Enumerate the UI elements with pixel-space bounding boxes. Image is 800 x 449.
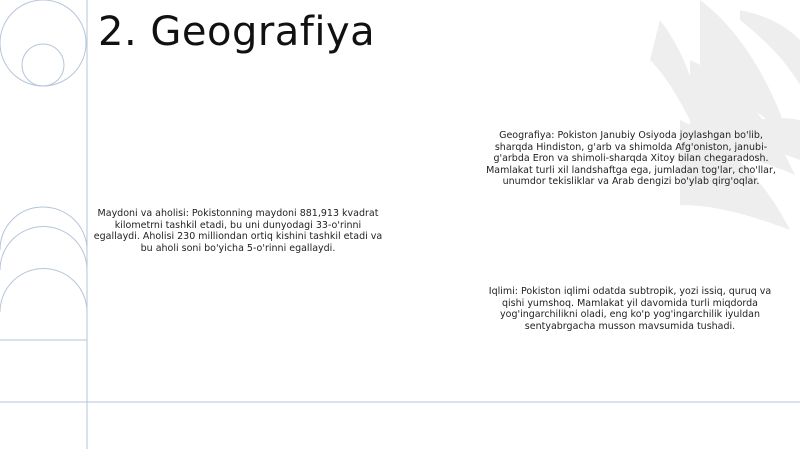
leaf-watermark [650,0,800,230]
deco-circle-small [22,44,64,86]
climate-paragraph: Iqlimi: Pokiston iqlimi odatda subtropik, yozi issiq, quruq va qishi yumshoq. Mamlakat yil davomida turli miqdorda yog'ingarchilikni oladi, eng ko'p yog'ingarchilik iyuldan sentyabrgacha musson mavsumida tushadi. [488,286,772,332]
geography-paragraph: Geografiya: Pokiston Janubiy Osiyoda joylashgan bo'lib, sharqda Hindiston, g'arb va shimolda Afg'oniston, janubi-g'arbda Eron va shimoli-sharqda Xitoy bilan chegaradosh. Mamlakat turli xil landshaftga ega, jumladan tog'lar, cho'llar, unumdor tekisliklar va Arab dengizi bo'ylab qirg'oqlar. [486,130,776,187]
deco-arch-upper [0,226,87,270]
deco-circle-large [0,0,86,86]
area-population-paragraph: Maydoni va aholisi: Pokistonning maydoni 881,913 kvadrat kilometrni tashkil etadi, bu uni dunyodagi 33-o'rinni egallaydi. Aholisi 230 milliondan ortiq kishini tashkil etadi va bu aholi soni bo'yicha 5-o'rinni egallaydi. [93,208,383,254]
slide-title: 2. Geografiya [98,9,376,55]
deco-arch-upper-outer [0,207,87,250]
deco-arch-lower [0,269,87,313]
